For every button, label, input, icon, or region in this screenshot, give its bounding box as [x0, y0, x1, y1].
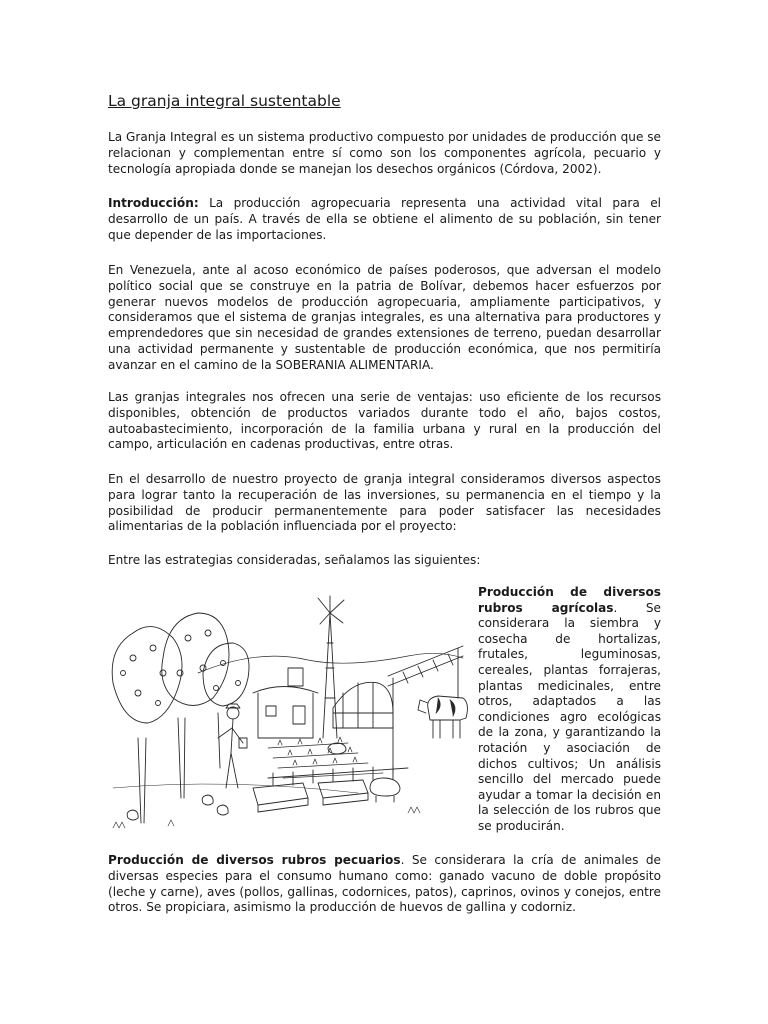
- pecuarios-paragraph: [108, 853, 661, 916]
- desarrollo-paragraph: En el desarrollo de nuestro proyecto de granja integral consideramos diversos aspectos para lograr tanto la recuperación de las inversiones, su permanencia en el tiempo y la posibilidad de producir permanentemente para poder satisfacer las necesidades alimentarias de la población influenciada por el proyecto:: [108, 472, 661, 534]
- tree-left-1-icon: [112, 627, 182, 823]
- introduccion-heading: Introducción:: [108, 196, 199, 210]
- crop-rows-icon: [268, 737, 383, 778]
- pergola-icon: [388, 646, 463, 773]
- estrategias-line: Entre las estrategias consideradas, señalamos las siguientes:: [108, 553, 481, 567]
- chicken-icon: [127, 795, 228, 820]
- pig-small-icon: [328, 743, 346, 754]
- farmer-icon: [218, 704, 247, 788]
- pecuarios-heading: Producción de diversos rubros pecuarios: [108, 853, 401, 867]
- introduccion-paragraph: [108, 196, 661, 243]
- tree-left-3-icon: [203, 643, 249, 768]
- greenhouse-icon: [333, 682, 393, 728]
- introduccion-text: La producción agropecuaria representa una actividad vital para el desarrollo de un país. A través de ella se obtiene el alimento de su población, sin tener que depender de las importaciones.: [108, 196, 661, 242]
- venezuela-paragraph: En Venezuela, ante al acoso económico de países poderosos, que adversan el modelo político social que se construye en la patria de Bolívar, debemos hacer esfuerzos por generar nuevos modelos de producción agropecuaria, ampliamente participativos, y consideramos que el sistema de granjas integrales, es una alternativa para productores y emprendedores que sin necesidad de grandes extensiones de terreno, puedan desarrollar una actividad permanente y sustentable de producción económica, que nos permitiría avanzar en el camino de la SOBERANIA ALIMENTARIA.: [108, 263, 661, 372]
- page-title: La granja integral sustentable: [108, 92, 341, 110]
- ventajas-paragraph: Las granjas integrales nos ofrecen una serie de ventajas: uso eficiente de los recursos disponibles, obtención de productos variados durante todo el año, bajos costos, autoabastecimiento, incorporación de la familia urbana y rural en la producción del campo, articulación en cadenas productivas, entre otras.: [108, 390, 661, 452]
- compost-boxes-icon: [253, 780, 368, 812]
- farm-illustration: [108, 588, 468, 833]
- intro-paragraph: La Granja Integral es un sistema productivo compuesto por unidades de producción que se relacionan y complementan entre sí como son los componentes agrícola, pecuario y tecnología apropiada donde se manejan los desechos orgánicos (Córdova, 2002).: [108, 130, 661, 176]
- fence-icon: [268, 766, 408, 786]
- pecuarios-text: . Se considerara la cría de animales de diversas especies para el consumo humano como: ganado vacuno de doble propósito (leche y carne), aves (pollos, gallinas, codornices, patos), caprinos, ovinos y conejos, entre otros. Se propiciara, asimismo la producción de huevos de gallina y codorniz.: [108, 853, 661, 915]
- agricolas-paragraph: [478, 585, 661, 835]
- windmill-icon: [318, 596, 344, 738]
- cow-icon: [418, 696, 467, 738]
- pig-icon: [370, 778, 400, 802]
- farmhouse-icon: [253, 668, 318, 738]
- agricolas-heading: Producción de diversos rubros agrícolas: [478, 585, 661, 615]
- agricolas-text: . Se considerara la siembra y cosecha de hortalizas, frutales, leguminosas, cereales, plantas forrajeras, plantas medicinales, entre otros, adaptados a las condiciones agro ecológicas de la zona, y garantizando la rotación y asociación de dichos cultivos; Un análisis sencillo del mercado puede ayudar a tomar la decisión en la selección de los rubros que se producirán.: [478, 600, 662, 833]
